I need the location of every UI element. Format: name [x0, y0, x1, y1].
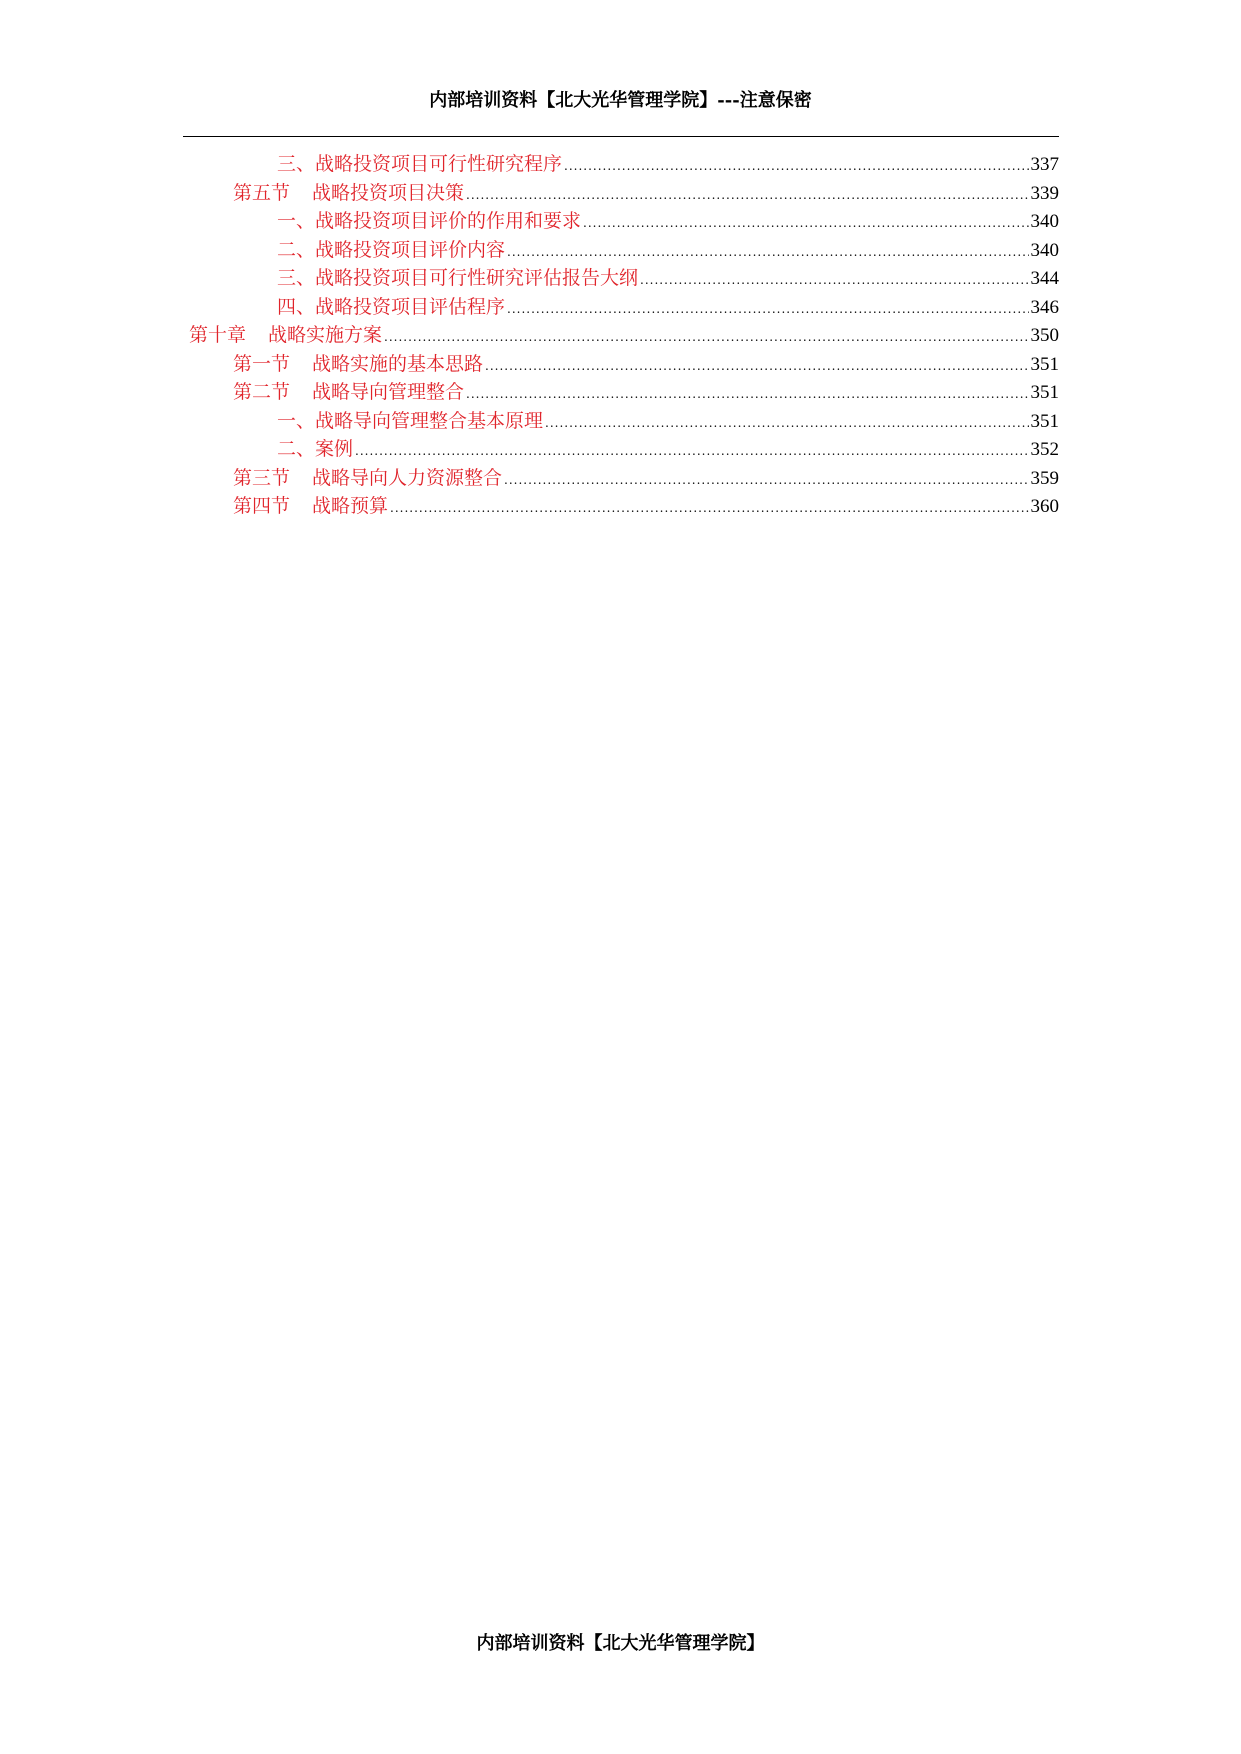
toc-entry-title[interactable] — [233, 492, 388, 521]
toc-entry-title[interactable] — [277, 435, 353, 464]
toc-page-number: 344 — [1030, 268, 1059, 289]
toc-entry[interactable] — [183, 264, 1059, 293]
toc-entry-number: 二、 — [277, 438, 316, 460]
toc-entry[interactable] — [183, 350, 1059, 379]
toc-entry-label: 战略投资项目评价内容 — [315, 238, 506, 261]
dot-leader — [466, 181, 1028, 210]
toc-entry-number: 第十章 — [189, 324, 247, 346]
toc-page-number: 346 — [1030, 296, 1059, 318]
dot-leader — [545, 409, 1028, 438]
dot-leader — [390, 494, 1028, 523]
toc-page-number: 340 — [1030, 211, 1059, 232]
toc-entry-title[interactable] — [277, 207, 581, 236]
toc-entry-title[interactable] — [233, 179, 464, 208]
toc-entry-title[interactable] — [277, 293, 505, 322]
toc-entry-number: 第一节 — [233, 352, 291, 375]
toc-entry-label: 案例 — [315, 438, 354, 460]
toc-entry-number: 第二节 — [233, 381, 291, 403]
toc-entry-title[interactable] — [233, 378, 464, 407]
toc-entry-label: 战略投资项目评估程序 — [315, 295, 506, 318]
toc-entry-title[interactable] — [189, 321, 382, 350]
toc-entry-title[interactable] — [277, 264, 638, 293]
toc-entry-label: 战略实施方案 — [268, 324, 383, 346]
dot-leader — [583, 209, 1028, 238]
toc-entry-title[interactable] — [233, 350, 483, 379]
toc-entry-label: 战略导向管理整合 — [312, 381, 465, 403]
table-of-contents — [183, 150, 1059, 521]
toc-entry-number: 第三节 — [233, 466, 291, 489]
toc-page-number: 360 — [1030, 496, 1059, 517]
dot-leader — [507, 295, 1028, 324]
toc-page-number: 351 — [1030, 353, 1059, 375]
toc-entry-label: 战略实施的基本思路 — [312, 352, 484, 375]
dot-leader — [466, 380, 1028, 409]
page-header: 内部培训资料【北大光华管理学院】---注意保密 — [429, 90, 812, 111]
toc-entry[interactable] — [183, 378, 1059, 407]
toc-entry[interactable] — [183, 464, 1059, 493]
toc-page-number: 352 — [1030, 439, 1059, 460]
toc-page-number: 351 — [1030, 382, 1059, 403]
toc-entry-number: 第五节 — [233, 181, 291, 204]
toc-entry-title[interactable] — [233, 464, 502, 493]
toc-page-number: 359 — [1030, 467, 1059, 489]
toc-entry[interactable] — [183, 150, 1059, 179]
toc-page-number: 339 — [1030, 182, 1059, 204]
dot-leader — [485, 352, 1028, 381]
toc-entry[interactable] — [183, 236, 1059, 265]
toc-entry[interactable] — [183, 207, 1059, 236]
toc-entry-label: 战略预算 — [312, 495, 389, 517]
page-footer: 内部培训资料【北大光华管理学院】 — [476, 1633, 765, 1654]
toc-entry-title[interactable] — [277, 407, 543, 436]
toc-page-number: 340 — [1030, 239, 1059, 261]
toc-entry-title[interactable] — [277, 150, 562, 179]
toc-entry[interactable] — [183, 407, 1059, 436]
toc-entry-number: 一、 — [277, 210, 316, 232]
toc-entry-title[interactable] — [277, 236, 505, 265]
toc-entry-label: 战略导向管理整合基本原理 — [315, 409, 544, 432]
toc-entry[interactable] — [183, 321, 1059, 350]
toc-entry-number: 二、 — [277, 238, 316, 261]
header-rule — [183, 136, 1059, 137]
toc-page-number: 351 — [1030, 410, 1059, 432]
toc-entry[interactable] — [183, 492, 1059, 521]
toc-entry-label: 战略导向人力资源整合 — [312, 466, 503, 489]
toc-entry[interactable] — [183, 293, 1059, 322]
toc-entry-number: 第四节 — [233, 495, 291, 517]
toc-page-number: 337 — [1030, 154, 1059, 175]
dot-leader — [355, 437, 1028, 466]
toc-entry-number: 三、 — [277, 153, 316, 175]
dot-leader — [384, 323, 1028, 352]
toc-entry-number: 四、 — [277, 295, 316, 318]
toc-entry-label: 战略投资项目可行性研究评估报告大纲 — [315, 267, 639, 289]
toc-entry-label: 战略投资项目决策 — [312, 181, 465, 204]
toc-entry-number: 三、 — [277, 267, 316, 289]
toc-entry-label: 战略投资项目可行性研究程序 — [315, 153, 563, 175]
dot-leader — [564, 152, 1028, 181]
toc-entry[interactable] — [183, 435, 1059, 464]
dot-leader — [640, 266, 1028, 295]
toc-entry[interactable] — [183, 179, 1059, 208]
toc-page-number: 350 — [1030, 325, 1059, 346]
toc-entry-number: 一、 — [277, 409, 316, 432]
dot-leader — [507, 238, 1028, 267]
dot-leader — [504, 466, 1028, 495]
toc-entry-label: 战略投资项目评价的作用和要求 — [315, 210, 582, 232]
